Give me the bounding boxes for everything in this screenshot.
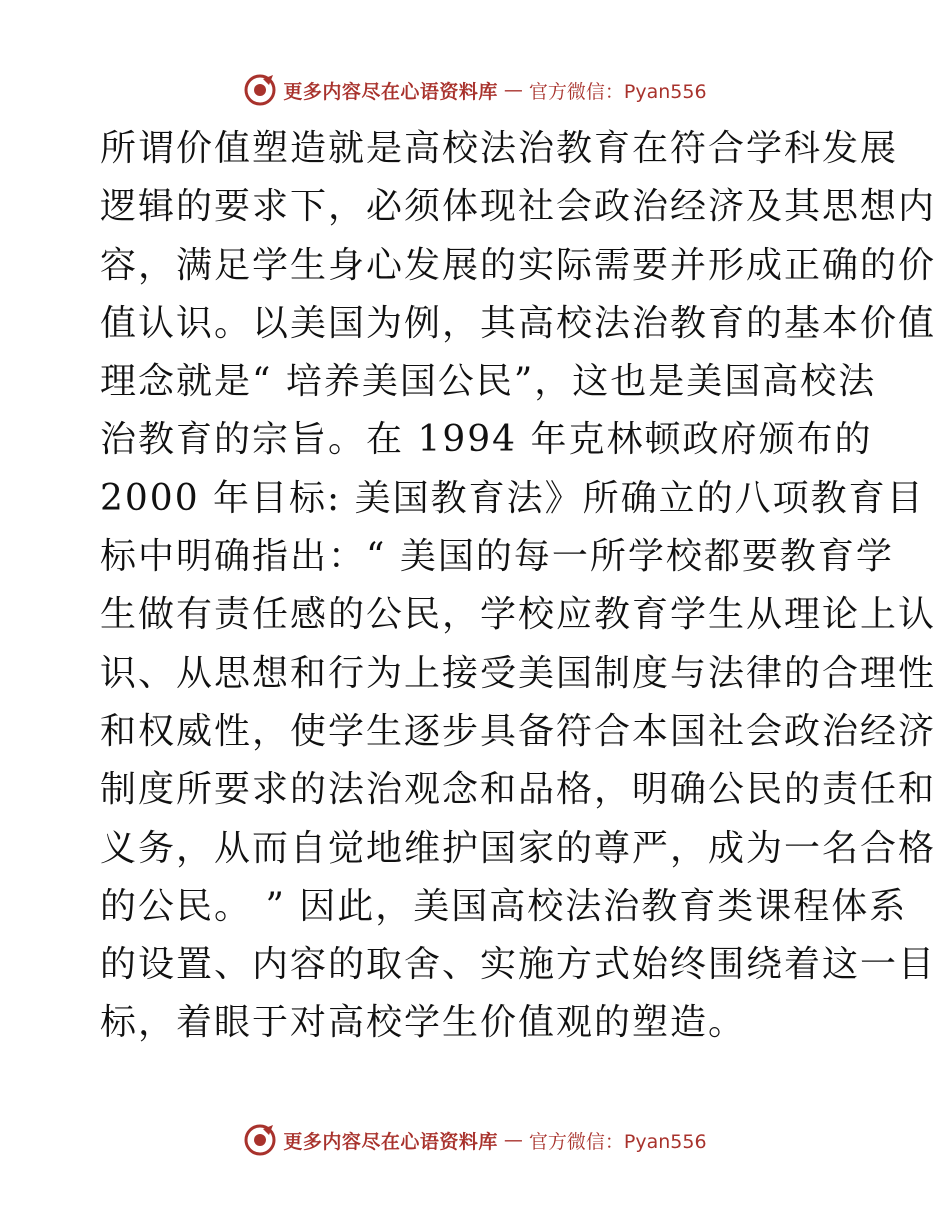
body-line: 的设置、内容的取舍、实施方式始终围绕着这一目 <box>100 944 937 986</box>
body-line: 标，着眼于对高校学生价值观的塑造。 <box>100 1002 747 1044</box>
body-line: 逻辑的要求下，必须体现社会政治经济及其思想内 <box>100 186 937 228</box>
header-wechat-text: 官方微信：Pyan556 <box>528 80 707 103</box>
header-separator: — <box>503 79 523 101</box>
header-banner <box>0 70 950 110</box>
footer-wechat-text: 官方微信：Pyan556 <box>528 1130 707 1153</box>
library-logo-icon <box>243 1123 277 1157</box>
body-line: 值认识。以美国为例，其高校法治教育的基本价值 <box>100 302 937 344</box>
footer-separator: — <box>503 1129 523 1151</box>
library-logo-icon <box>243 73 277 107</box>
body-line: 标中明确指出：“ 美国的每一所学校都要教育学 <box>100 536 894 578</box>
footer-banner <box>0 1120 950 1160</box>
body-line: 理念就是“ 培养美国公民”，这也是美国高校法 <box>100 361 877 403</box>
body-line: 和权威性，使学生逐步具备符合本国社会政治经济 <box>100 710 937 752</box>
body-line: 的公民。 ” 因此，美国高校法治教育类课程体系 <box>100 885 908 927</box>
header-promo-text: 更多内容尽在心语资料库 <box>283 80 498 103</box>
body-line: 义务，从而自觉地维护国家的尊严，成为一名合格 <box>100 827 937 869</box>
body-line: 制度所要求的法治观念和品格，明确公民的责任和 <box>100 769 937 811</box>
body-line: 生做有责任感的公民，学校应教育学生从理论上认 <box>100 594 937 636</box>
body-line: 2000 年目标: 美国教育法》所确立的八项教育目 <box>100 477 925 519</box>
body-line: 容，满足学生身心发展的实际需要并形成正确的价 <box>100 244 937 286</box>
body-line: 所谓价值塑造就是高校法治教育在符合学科发展 <box>100 128 899 169</box>
footer-promo-text: 更多内容尽在心语资料库 <box>283 1130 498 1153</box>
body-line: 识、从思想和行为上接受美国制度与法律的合理性 <box>100 652 937 694</box>
body-line: 治教育的宗旨。在 1994 年克林顿政府颁布的 <box>100 419 873 461</box>
document-body <box>100 120 937 1053</box>
